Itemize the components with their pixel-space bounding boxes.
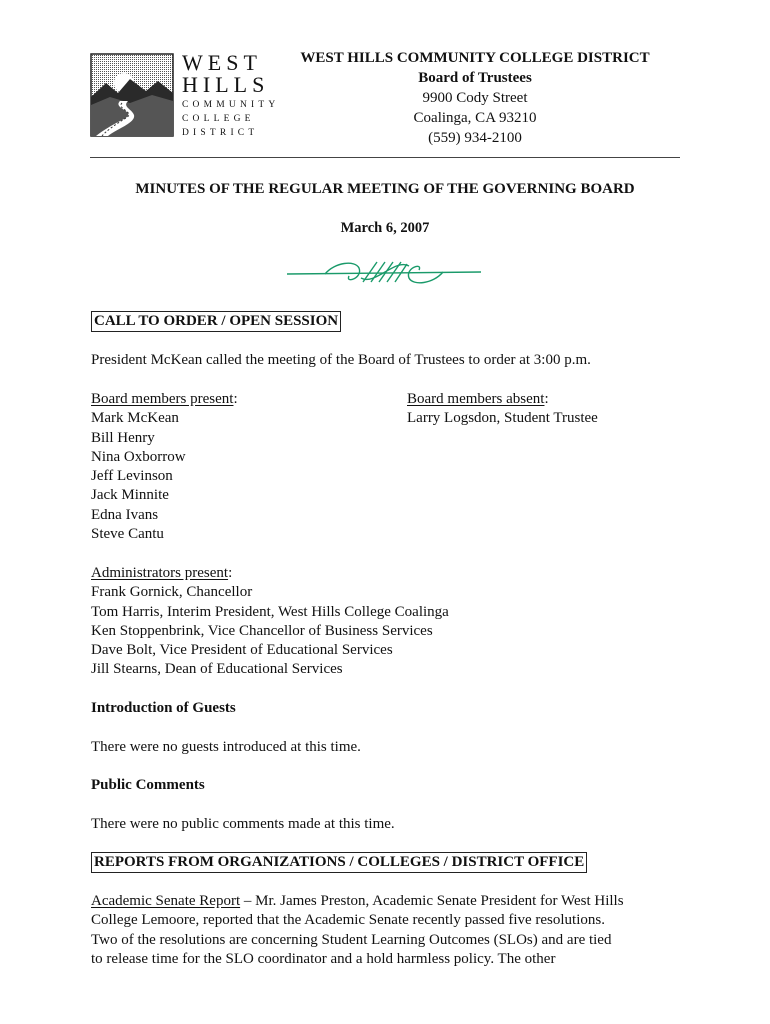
call-to-order-text: President McKean called the meeting of the Board of Trustees to order at 3:00 p.m. [91,352,591,368]
logo-word-college: COLLEGE [182,114,255,124]
board-member: Nina Oxborrow [91,448,186,465]
board-name: Board of Trustees [418,70,532,86]
meeting-date: March 6, 2007 [340,220,430,236]
logo-word-district: DISTRICT [182,128,259,138]
header-divider [90,157,680,158]
letterhead [290,48,660,148]
board-present-list: Board members present: Mark McKean Bill Henry Nina Oxborrow Jeff Levinson Jack Minnite Edna Ivans Steve Cantu [91,390,238,544]
board-member: Jack Minnite [91,487,169,504]
board-member: Steve Cantu [91,526,164,543]
guests-text: There were no guests introduced at this time. [91,739,361,755]
report-line: College Lemoore, reported that the Academic Senate recently passed five resolutions. [91,912,605,929]
logo-word-community: COMMUNITY [182,100,280,110]
board-member: Mark McKean [91,410,179,427]
board-member: Jeff Levinson [91,468,173,485]
street-address: 9900 Cody Street [422,90,528,106]
academic-senate-report: Academic Senate Report – Mr. James Preston, Academic Senate President for West Hills College Lemoore, reported that the Academic Senate recently passed five resolutions. Two of the resolutions are concerning Student Learning Outcomes (SLOs) and are tied to release time for the SLO coordinator and a hold harmless policy. The other [91,892,624,969]
document-title: MINUTES OF THE REGULAR MEETING OF THE GOVERNING BOARD [135,181,635,197]
guests-heading: Introduction of Guests [91,700,236,716]
public-comments-heading: Public Comments [91,777,205,793]
administrator: Frank Gornick, Chancellor [91,584,253,601]
logo-word-hills: HILLS [182,72,270,97]
board-absent-list: Board members absent: Larry Logsdon, Student Trustee [407,390,598,429]
administrator: Ken Stoppenbrink, Vice Chancellor of Business Services [91,622,433,639]
administrators-label: Administrators present [91,565,229,581]
logo-word-west: WEST [182,50,262,75]
college-logo [90,50,280,142]
city-address: Coalinga, CA 93210 [413,110,537,126]
administrators-list: Administrators present: Frank Gornick, Chancellor Tom Harris, Interim President, West Hills College Coalinga Ken Stoppenbrink, Vice Chancellor of Business Services Dave Bolt, Vice President of Educational Services Jill Stearns, Dean of Educational Services [91,564,449,680]
board-absent-label: Board members absent [407,391,545,407]
call-to-order-heading: CALL TO ORDER / OPEN SESSION [91,311,341,332]
board-member-absent: Larry Logsdon, Student Trustee [407,410,598,427]
board-present-label: Board members present [91,391,234,407]
administrator: Dave Bolt, Vice President of Educational Services [91,642,393,659]
administrator: Tom Harris, Interim President, West Hills College Coalinga [91,603,449,620]
board-member: Edna Ivans [91,506,159,523]
district-name: WEST HILLS COMMUNITY COLLEGE DISTRICT [300,50,650,66]
phone-number: (559) 934-2100 [428,130,522,146]
mountain-road-logo-icon [90,53,174,137]
board-member: Bill Henry [91,429,155,446]
decorative-flourish-icon [285,256,483,290]
administrator: Jill Stearns, Dean of Educational Services [91,661,343,678]
public-comments-text: There were no public comments made at this time. [91,816,395,832]
report-line: to release time for the SLO coordinator and a hold harmless policy. The other [91,950,556,967]
report-line: Two of the resolutions are concerning Student Learning Outcomes (SLOs) and are tied [91,931,612,948]
reports-heading: REPORTS FROM ORGANIZATIONS / COLLEGES / DISTRICT OFFICE [91,852,587,873]
academic-senate-label: Academic Senate Report [91,893,241,909]
